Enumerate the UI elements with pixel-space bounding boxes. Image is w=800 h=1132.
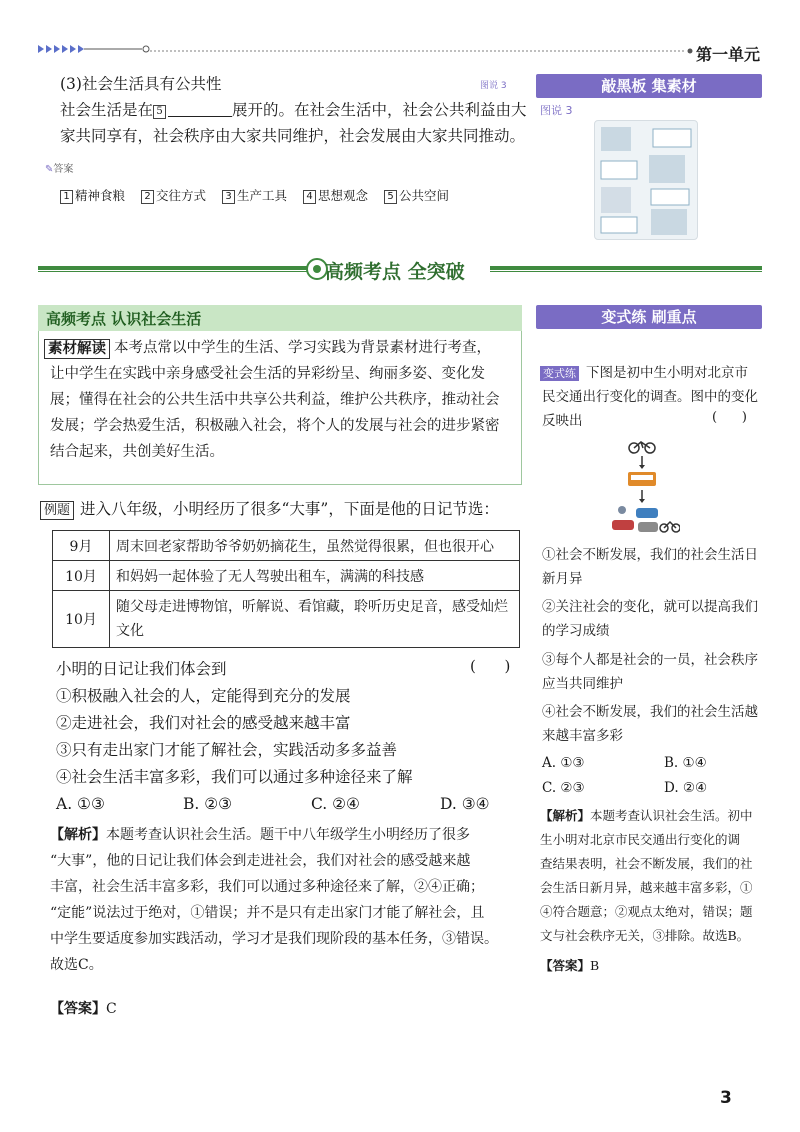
variant-analysis-line: 查结果表明，社会不断发展，我们的社 — [540, 856, 753, 871]
table-cell-text: 和妈妈一起体验了无人驾驶出租车，满满的科技感 — [110, 561, 520, 591]
statement-item: ③只有走出家门才能了解社会，实践活动多多益善 — [56, 741, 398, 759]
keypoint-line: 展；懂得在社会的公共生活中共享公共利益，维护公共秩序，推动社会 — [50, 392, 500, 408]
variant-statement: ③每个人都是社会的一员，社会秩序 — [542, 652, 758, 668]
keypoint-line: 让中学生在实践中亲身感受社会生活的异彩纷呈、绚丽多姿、变化发 — [50, 366, 485, 382]
line1-post: 展开的。在社会生活中，社会公共利益由大 — [232, 101, 527, 119]
answer-row — [60, 186, 461, 204]
analysis-line: “大事”，他的日记让我们体会到走进社会，我们对社会的感受越来越 — [50, 853, 471, 869]
table-row — [53, 591, 520, 648]
answer-item: 2 交往方式 — [141, 188, 206, 203]
fill-blank — [168, 100, 232, 117]
option-d: D. ③④ — [440, 795, 490, 813]
variant-analysis-line: 【解析】本题考查认识社会生活。初中 — [540, 808, 753, 823]
blank-number: 5 — [153, 105, 166, 119]
question-text: 小明的日记让我们体会到 — [56, 660, 227, 678]
keypoint-title: 高频考点 认识社会生活 — [46, 310, 202, 328]
answer-item: 4 思想观念 — [303, 188, 368, 203]
variant-option-d: D. ②④ — [664, 780, 708, 796]
variant-statement: 来越丰富多彩 — [542, 728, 623, 744]
table-cell-text: 随父母走进博物馆，听解说、看馆藏，聆听历史足音，感受灿烂文化 — [110, 591, 520, 648]
bicycle-icon — [660, 522, 680, 532]
variant-paren: ( ) — [712, 410, 747, 425]
variant-analysis-line: 会生活日新月异，越来越丰富多彩，① — [540, 880, 753, 895]
section-line-1 — [60, 98, 527, 123]
table-cell-month: 9月 — [53, 531, 110, 561]
sidebar-figure-tag: 图说 3 — [540, 104, 573, 117]
material-tag: 素材解读 — [44, 339, 110, 359]
section-line-2: 家共同享有，社会秩序由大家共同维护，社会发展由大家共同推动。 — [60, 127, 526, 145]
variant-option-a: A. ①③ — [542, 755, 585, 771]
example-stem: 进入八年级，小明经历了很多“大事”，下面是他的日记节选： — [80, 500, 499, 518]
bicycle-icon — [629, 442, 655, 453]
variant-analysis-line: 生小明对北京市民交通出行变化的调 — [540, 832, 741, 847]
line1-pre: 社会生活是在 — [60, 101, 154, 119]
analysis-line: 中学生要适度参加实践活动，学习才是我们现阶段的基本任务，③错误。 — [50, 931, 498, 947]
answer-paren: ( ) — [470, 657, 511, 675]
transport-illustration — [610, 438, 680, 538]
keypoint-line: 发展；学会热爱生活，积极融入社会，将个人的发展与社会的进步紧密 — [50, 418, 500, 434]
public-space-illustration — [594, 120, 698, 240]
option-a: A. ①③ — [56, 795, 105, 813]
banner-title: 高频考点 全突破 — [325, 261, 465, 283]
variant-tag: 变式练 — [540, 366, 579, 381]
variant-stem: 下图是初中生小明对北京市 — [586, 365, 748, 381]
keypoint-line: 结合起来，共创美好生活。 — [50, 444, 224, 460]
answer-label: ✎答案 — [45, 164, 74, 175]
answer-line: 【答案】C — [50, 1001, 117, 1017]
variant-statement: 新月异 — [542, 571, 583, 587]
analysis-line: “定能”说法过于绝对，①错误；并不是只有走出家门才能了解社会，且 — [50, 905, 485, 921]
sidebar-title-top: 敲黑板 集素材 — [536, 74, 762, 98]
statement-item: ①积极融入社会的人，定能得到充分的发展 — [56, 687, 351, 705]
table-row — [53, 531, 520, 561]
variant-statement: ②关注社会的变化，就可以提高我们 — [542, 599, 758, 615]
variant-analysis-line: ④符合题意；②观点太绝对，错误；题 — [540, 904, 753, 919]
table-cell-month: 10月 — [53, 591, 110, 648]
page-number: 3 — [720, 1088, 732, 1108]
top-decorative-rule — [38, 44, 728, 54]
option-c: C. ②④ — [311, 795, 360, 813]
diary-table — [52, 530, 520, 648]
variant-answer-line: 【答案】B — [540, 958, 600, 973]
answer-item: 1 精神食粮 — [60, 188, 125, 203]
variant-statement: ①社会不断发展，我们的社会生活日 — [542, 547, 758, 563]
figure-ref: 图说 3 — [480, 81, 507, 91]
table-row — [53, 561, 520, 591]
answer-item: 3 生产工具 — [222, 188, 287, 203]
bus-icon — [628, 472, 656, 486]
key-icon: ✎ — [45, 164, 54, 175]
sidebar-title-variant: 变式练 刷重点 — [536, 305, 762, 329]
variant-stem: 民交通出行变化的调查。图中的变化 — [542, 389, 758, 405]
variant-stem: 反映出 — [542, 413, 583, 429]
answer-item: 5 公共空间 — [384, 188, 449, 203]
statement-item: ④社会生活丰富多彩，我们可以通过多种途径来了解 — [56, 768, 413, 786]
variant-statement: 的学习成绩 — [542, 623, 610, 639]
table-cell-month: 10月 — [53, 561, 110, 591]
variant-option-c: C. ②③ — [542, 780, 585, 796]
analysis-line: 丰富，社会生活丰富多彩，我们可以通过多种途径来了解，②④正确； — [50, 879, 484, 895]
variant-option-b: B. ①④ — [664, 755, 707, 771]
section-heading: (3)社会生活具有公共性 — [60, 75, 222, 93]
analysis-line: 【解析】本题考查认识社会生活。题干中八年级学生小明经历了很多 — [50, 827, 470, 843]
statement-item: ②走进社会，我们对社会的感受越来越丰富 — [56, 714, 351, 732]
variant-statement: ④社会不断发展，我们的社会生活越 — [542, 704, 758, 720]
example-tag: 例题 — [40, 501, 74, 520]
analysis-line: 故选C。 — [50, 957, 103, 973]
keypoint-line: 本考点常以中学生的生活、学习实践为背景素材进行考查， — [114, 340, 491, 356]
table-cell-text: 周末回老家帮助爷爷奶奶摘花生，虽然觉得很累，但也很开心 — [110, 531, 520, 561]
variant-statement: 应当共同维护 — [542, 676, 623, 692]
unit-title: 第一单元 — [695, 45, 760, 64]
variant-analysis-line: 文与社会秩序无关，③排除。故选B。 — [540, 928, 750, 943]
option-b: B. ②③ — [183, 795, 233, 813]
